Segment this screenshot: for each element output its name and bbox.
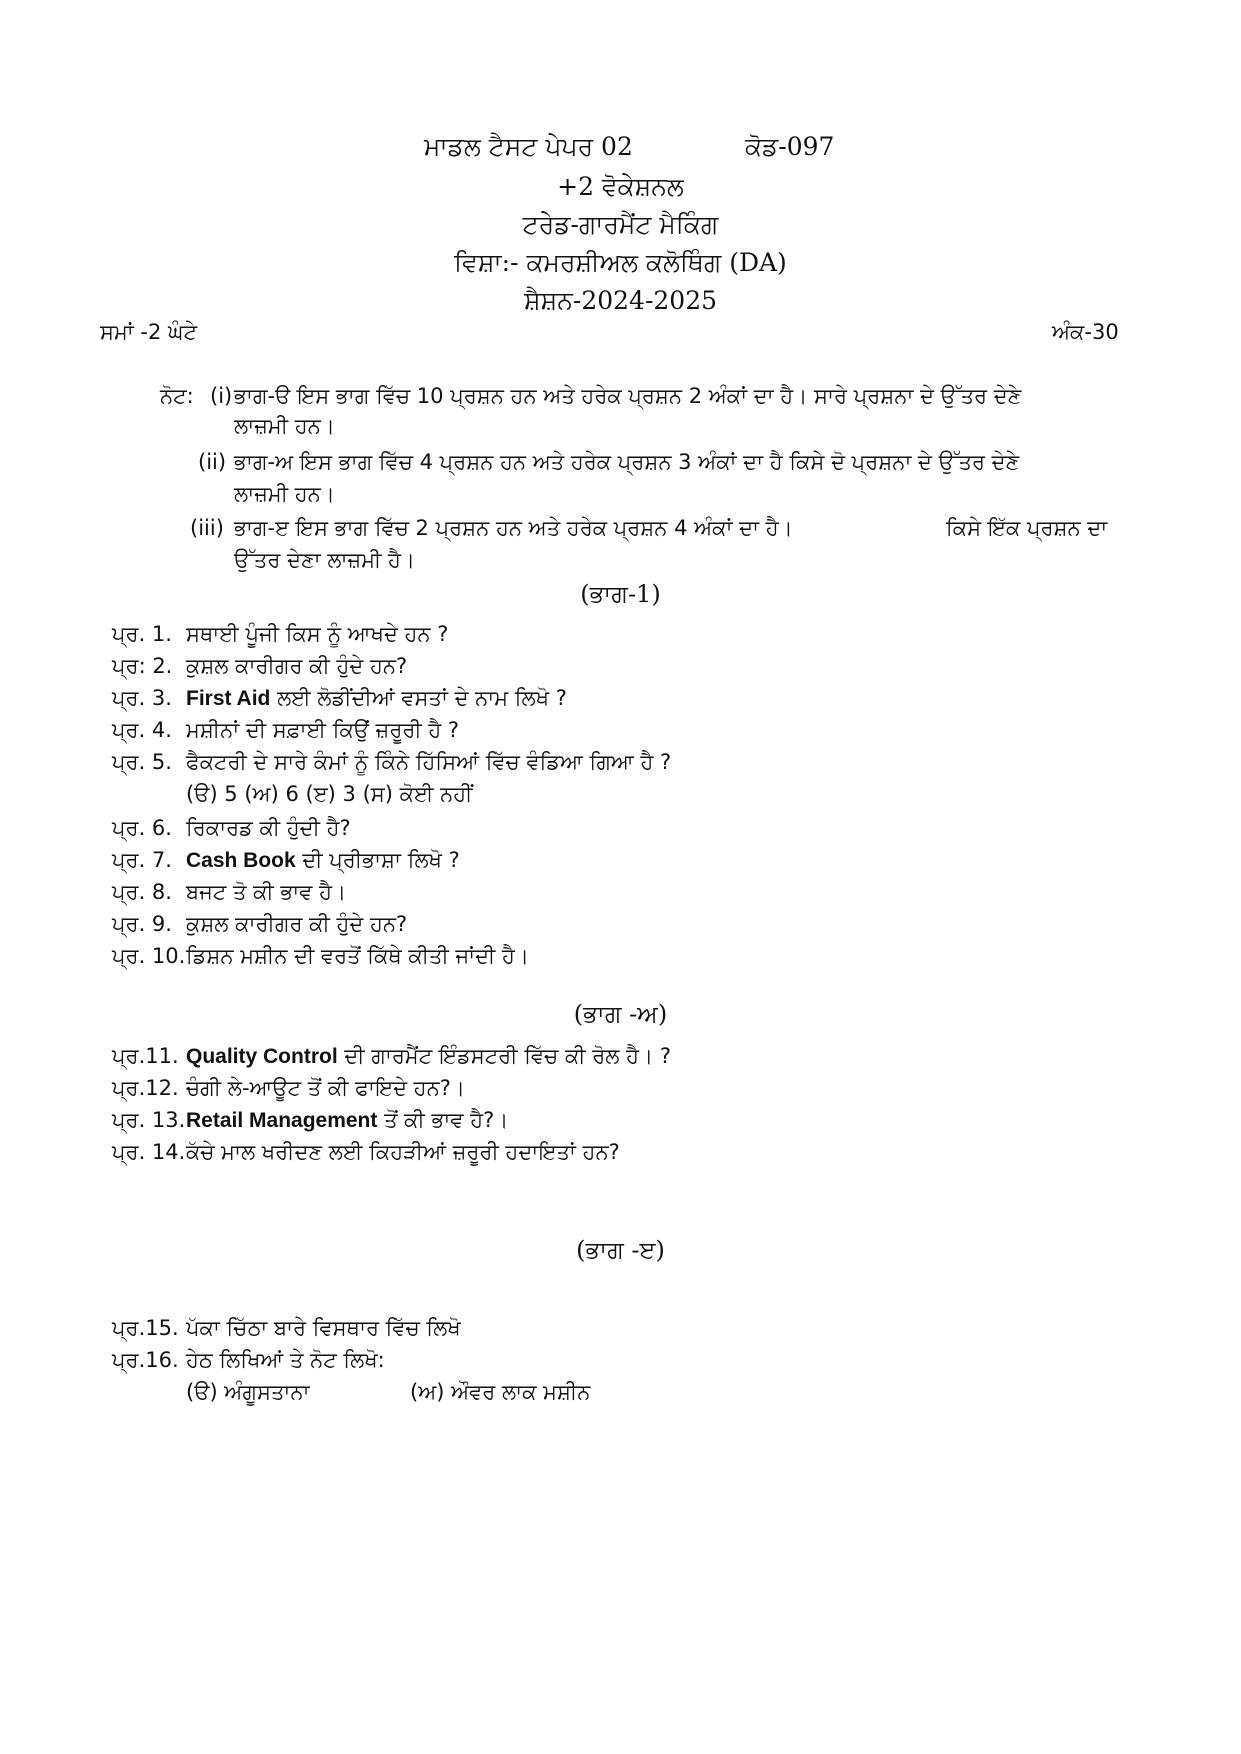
question-text: ਕੁਸ਼ਲ ਕਾਰੀਗਰ ਕੀ ਹੁੰਦੇ ਹਨ? [186,654,408,678]
question-latin-term: Cash Book [186,849,296,872]
question-latin-term: Quality Control [186,1045,338,1068]
question-text [186,686,567,711]
question-option-b: (ਅ) ਔਵਰ ਲਾਕ ਮਸ਼ੀਨ [410,1380,591,1404]
question-number: ਪ੍ਰ. 8. [112,880,172,904]
question-number: ਪ੍ਰ. 5. [112,750,172,774]
time-allowed: ਸਮਾਂ -2 ਘੰਟੇ [100,320,198,344]
note-1-line1: ਭਾਗ-ੳ ਇਸ ਭਾਗ ਵਿੱਚ 10 ਪ੍ਰਸ਼ਨ ਹਨ ਅਤੇ ਹਰੇਕ ਪ੍ਰਸ਼ਨ 2 ਅੰਕਾਂ ਦਾ ਹੈ। ਸਾਰੇ ਪ੍ਰਸ਼ਨਾ ਦੇ ਉੱਤਰ ਦੇਣੇ [234,384,1022,408]
total-marks: ਅੰਕ-30 [1052,320,1119,344]
question-latin-term: First Aid [186,687,271,710]
question-option-a: (ੳ) ਅੰਗੂਸਤਾਨਾ [186,1380,310,1404]
session-line: ਸ਼ੈਸ਼ਨ-2024-2025 [523,286,718,315]
question-number: ਪ੍ਰ: 2. [112,654,173,678]
question-latin-term: Retail Management [186,1109,378,1132]
section-heading-3: (ਭਾਗ -ੲ) [576,1236,665,1264]
question-text: ਹੇਠ ਲਿਖਿਆਂ ਤੇ ਨੋਟ ਲਿਖੋ: [186,1348,385,1372]
question-number: ਪ੍ਰ. 1. [112,622,172,646]
note-3-line1b: ਕਿਸੇ ਇੱਕ ਪ੍ਰਸ਼ਨ ਦਾ [946,516,1108,540]
class-line: +2 ਵੋਕੇਸ਼ਨਲ [557,172,684,201]
question-text-rest: ਦੀ ਗਾਰਮੈਂਟ ਇੰਡਸਟਰੀ ਵਿੱਚ ਕੀ ਰੋਲ ਹੈ। ? [337,1044,672,1068]
question-text: ਰਿਕਾਰਡ ਕੀ ਹੁੰਦੀ ਹੈ? [186,816,351,840]
paper-title: ਮਾਡਲ ਟੈਸਟ ਪੇਪਰ 02 [424,132,633,161]
note-label-3: (iii) [190,516,224,540]
question-number: ਪ੍ਰ. 7. [112,848,172,872]
question-text: ਸਥਾਈ ਪੂੰਜੀ ਕਿਸ ਨੂੰ ਆਖਦੇ ਹਨ ? [186,622,449,646]
question-number: ਪ੍ਰ. 13. [112,1108,186,1132]
note-label-1: (i) [210,384,233,408]
question-text: ਬਜਟ ਤੋ ਕੀ ਭਾਵ ਹੈ। [186,880,347,904]
question-text: ਮਸ਼ੀਨਾਂ ਦੀ ਸਫ਼ਾਈ ਕਿਉਂ ਜ਼ਰੂਰੀ ਹੈ ? [186,718,460,742]
question-number: ਪ੍ਰ. 9. [112,912,172,936]
note-2-line1: ਭਾਗ-ਅ ਇਸ ਭਾਗ ਵਿੱਚ 4 ਪ੍ਰਸ਼ਨ ਹਨ ਅਤੇ ਹਰੇਕ ਪ੍ਰਸ਼ਨ 3 ਅੰਕਾਂ ਦਾ ਹੈ ਕਿਸੇ ਦੋ ਪ੍ਰਸ਼ਨਾ ਦੇ ਉੱਤਰ ਦੇਣੇ [234,450,1020,474]
note-label-2: (ii) [198,450,227,474]
question-text-rest: ਦੀ ਪ੍ਰੀਭਾਸ਼ਾ ਲਿਖੋ ? [295,848,460,872]
note-3-line1: ਭਾਗ-ੲ ਇਸ ਭਾਗ ਵਿੱਚ 2 ਪ੍ਰਸ਼ਨ ਹਨ ਅਤੇ ਹਰੇਕ ਪ੍ਰਸ਼ਨ 4 ਅੰਕਾਂ ਦਾ ਹੈ। [234,516,793,540]
question-number: ਪ੍ਰ. 6. [112,816,172,840]
question-text-rest: ਲਈ ਲੋਡੀਂਦੀਆਂ ਵਸਤਾਂ ਦੇ ਨਾਮ ਲਿਖੋ ? [270,686,567,710]
question-number: ਪ੍ਰ. 10. [112,944,186,968]
question-text: ਕੁਸ਼ਲ ਕਾਰੀਗਰ ਕੀ ਹੁੰਦੇ ਹਨ? [186,912,408,936]
question-number: ਪ੍ਰ. 14. [112,1140,186,1164]
question-text: ਡਿਸ਼ਨ ਮਸ਼ੀਨ ਦੀ ਵਰਤੋਂ ਕਿੱਥੇ ਕੀਤੀ ਜਾਂਦੀ ਹੈ। [186,944,530,968]
note-1-line2: ਲਾਜ਼ਮੀ ਹਨ। [234,414,335,438]
question-number: ਪ੍ਰ.11. [112,1044,179,1068]
subject-line: ਵਿਸ਼ਾ:- ਕਮਰਸ਼ੀਅਲ ਕਲੋਥਿੰਗ (DA) [454,248,787,277]
section-heading-2: (ਭਾਗ -ਅ) [573,1000,668,1028]
question-number: ਪ੍ਰ.16. [112,1348,179,1372]
note-3-line2: ਉੱਤਰ ਦੇਣਾ ਲਾਜ਼ਮੀ ਹੈ। [234,548,416,572]
section-heading-1: (ਭਾਗ-1) [580,580,661,608]
question-number: ਪ੍ਰ.15. [112,1316,179,1340]
question-text: ਪੱਕਾ ਚਿੱਠਾ ਬਾਰੇ ਵਿਸਥਾਰ ਵਿੱਚ ਲਿਖੋ [186,1316,461,1340]
paper-code: ਕੋਡ-097 [745,132,835,161]
trade-line: ਟਰੇਡ-ਗਾਰਮੈਂਟ ਮੈਕਿੰਗ [522,210,719,239]
question-text-rest: ਤੋਂ ਕੀ ਭਾਵ ਹੈ?। [377,1108,509,1132]
question-text: ਕੱਚੇ ਮਾਲ ਖਰੀਦਣ ਲਈ ਕਿਹੜੀਆਂ ਜ਼ਰੂਰੀ ਹਦਾਇਤਾਂ ਹਨ? [186,1140,620,1164]
note-prefix: ਨੋਟ: [160,384,194,408]
question-number: ਪ੍ਰ. 4. [112,718,172,742]
question-number: ਪ੍ਰ.12. [112,1076,179,1100]
question-text [186,1108,508,1133]
note-2-line2: ਲਾਜ਼ਮੀ ਹਨ। [234,482,335,506]
question-text [186,848,460,873]
question-number: ਪ੍ਰ. 3. [112,686,172,710]
question-options: (ੳ) 5 (ਅ) 6 (ੲ) 3 (ਸ) ਕੋਈ ਨਹੀਂ [186,782,473,806]
question-text: ਫੈਕਟਰੀ ਦੇ ਸਾਰੇ ਕੰਮਾਂ ਨੂੰ ਕਿੰਨੇ ਹਿੱਸਿਆਂ ਵਿੱਚ ਵੰਡਿਆ ਗਿਆ ਹੈ ? [186,750,672,774]
question-text: ਚੰਗੀ ਲੇ-ਆਊਟ ਤੋਂ ਕੀ ਫਾਇਦੇ ਹਨ?। [186,1076,466,1100]
question-text [186,1044,671,1069]
